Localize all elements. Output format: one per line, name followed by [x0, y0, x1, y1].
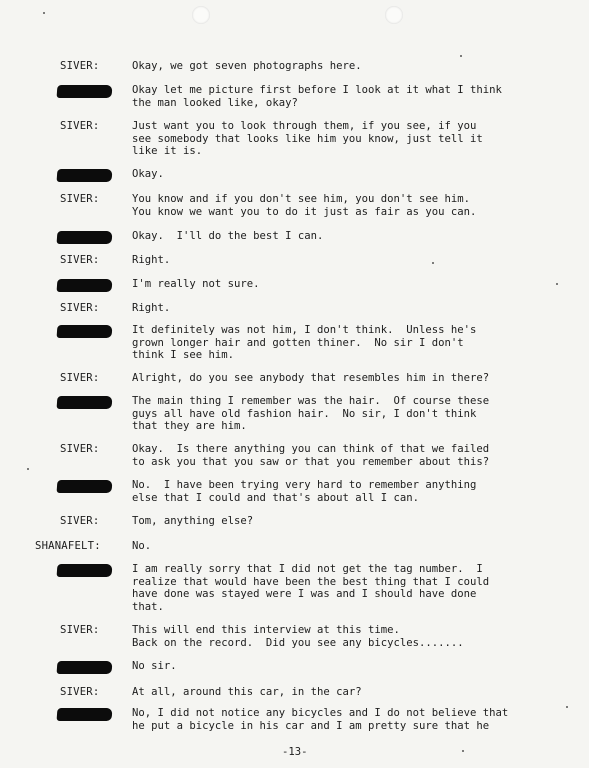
- speaker-label: SIVER:: [60, 443, 100, 455]
- speaker-label: SIVER:: [60, 193, 100, 205]
- redaction-bar: [57, 279, 113, 292]
- dialogue-text: Tom, anything else?: [132, 515, 254, 527]
- dialogue-text: Okay. I'll do the best I can.: [132, 230, 324, 242]
- dialogue-text: I'm really not sure.: [132, 278, 260, 290]
- redaction-bar: [57, 564, 113, 577]
- scan-speck: [462, 750, 464, 752]
- dialogue-text: Right.: [132, 302, 171, 314]
- redaction-bar: [57, 231, 113, 244]
- scan-speck: [460, 55, 462, 57]
- speaker-label: SIVER:: [60, 254, 100, 266]
- scan-speck: [556, 283, 558, 285]
- dialogue-text: No, I did not notice any bicycles and I do not believe that he put a bicycle in his car and I am pretty sure that he: [132, 707, 509, 732]
- speaker-label: SIVER:: [60, 302, 100, 314]
- page-number: -13-: [282, 746, 308, 758]
- scan-speck: [566, 706, 568, 708]
- punch-hole-left: [192, 6, 210, 24]
- dialogue-text: This will end this interview at this time. Back on the record. Did you see any bicycles.......: [132, 624, 464, 649]
- dialogue-text: No.: [132, 540, 152, 552]
- redaction-bar: [57, 325, 113, 338]
- dialogue-text: No sir.: [132, 660, 177, 672]
- dialogue-text: No. I have been trying very hard to remember anything else that I could and that's about all I can.: [132, 479, 477, 504]
- redaction-bar: [57, 169, 113, 182]
- dialogue-text: Okay. Is there anything you can think of that we failed to ask you that you saw or that you remember about this?: [132, 443, 490, 468]
- redaction-bar: [57, 708, 113, 721]
- scan-speck: [27, 468, 29, 470]
- dialogue-text: It definitely was not him, I don't think. Unless he's grown longer hair and gotten thiner. No sir I don't think I see him.: [132, 324, 477, 361]
- speaker-label: SIVER:: [60, 120, 100, 132]
- dialogue-text: Okay.: [132, 168, 164, 180]
- redaction-bar: [57, 480, 113, 493]
- punch-hole-right: [385, 6, 403, 24]
- dialogue-text: Right.: [132, 254, 171, 266]
- dialogue-text: Alright, do you see anybody that resembles him in there?: [132, 372, 490, 384]
- redaction-bar: [57, 396, 113, 409]
- dialogue-text: The main thing I remember was the hair. Of course these guys all have old fashion hair. No sir, I don't think that they are him.: [132, 395, 490, 432]
- speaker-label: SIVER:: [60, 60, 100, 72]
- speaker-label: SIVER:: [60, 686, 100, 698]
- redaction-bar: [57, 661, 113, 674]
- speaker-label: SIVER:: [60, 372, 100, 384]
- dialogue-text: Just want you to look through them, if you see, if you see somebody that looks like him you know, just tell it like it is.: [132, 120, 483, 157]
- scan-speck: [43, 12, 45, 14]
- dialogue-text: Okay, we got seven photographs here.: [132, 60, 362, 72]
- speaker-label: SHANAFELT:: [35, 540, 101, 552]
- redaction-bar: [57, 85, 113, 98]
- dialogue-text: At all, around this car, in the car?: [132, 686, 362, 698]
- speaker-label: SIVER:: [60, 515, 100, 527]
- dialogue-text: Okay let me picture first before I look at it what I think the man looked like, okay?: [132, 84, 502, 109]
- dialogue-text: I am really sorry that I did not get the tag number. I realize that would have been the best thing that I could have done was stayed were I was and I should have done that.: [132, 563, 490, 613]
- speaker-label: SIVER:: [60, 624, 100, 636]
- dialogue-text: You know and if you don't see him, you don't see him. You know we want you to do it just as fair as you can.: [132, 193, 477, 218]
